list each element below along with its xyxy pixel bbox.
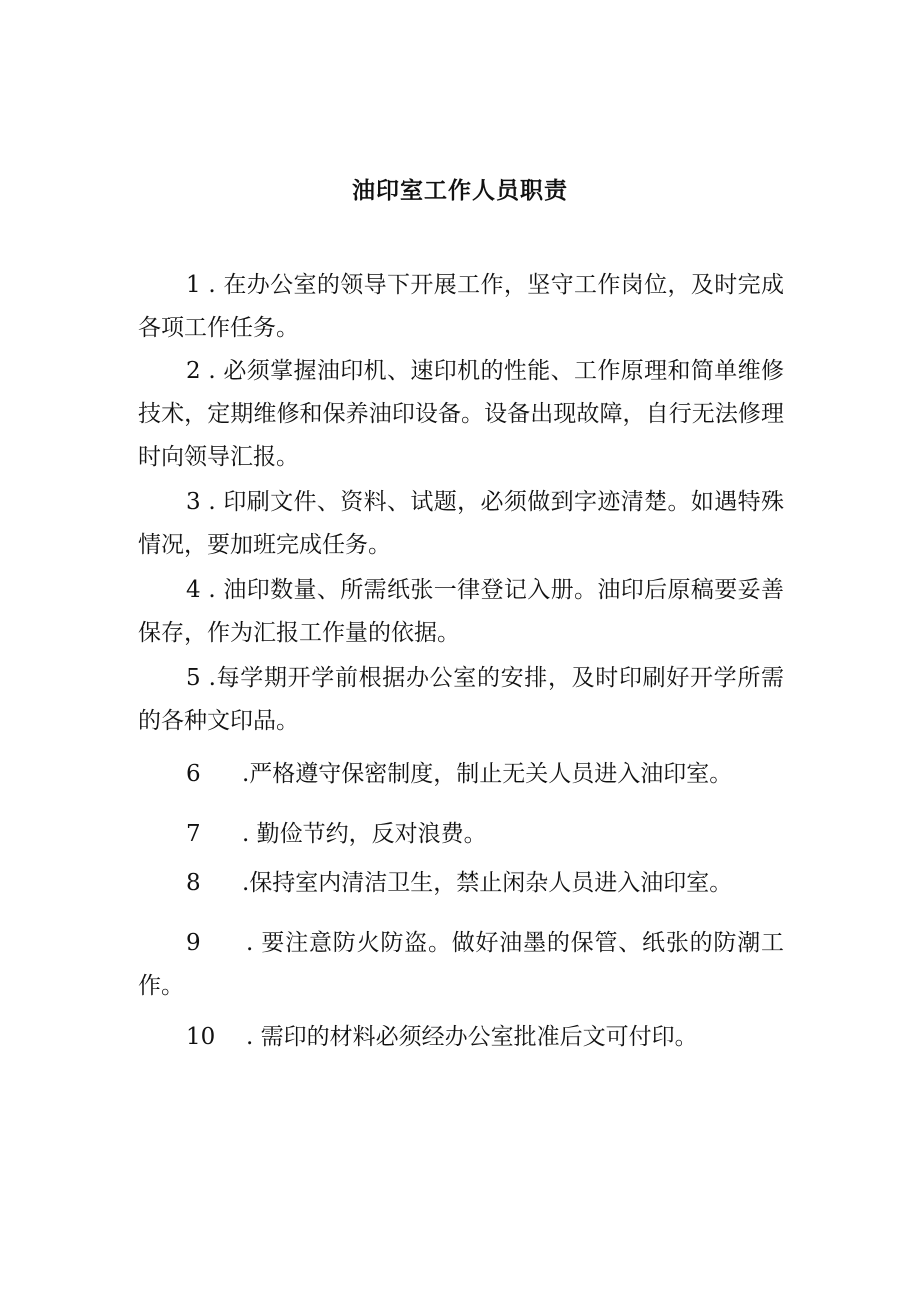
item-number: 7: [186, 821, 201, 847]
item-text: .保持室内清洁卫生，禁止闲杂人员进入油印室。: [242, 870, 733, 896]
list-item: [138, 264, 784, 350]
item-number: 1: [186, 272, 201, 298]
item-number: 8: [186, 870, 201, 896]
item-text: . 需印的材料必须经办公室批准后文可付印。: [246, 1024, 698, 1050]
list-item: [138, 922, 784, 1008]
item-number: 5: [186, 665, 201, 691]
list-item: [138, 657, 784, 743]
list-item: [138, 813, 784, 856]
item-text: .严格遵守保密制度，制止无关人员进入油印室。: [242, 761, 733, 787]
item-text: .每学期开学前根据办公室的安排，及时印刷好开学所需的各种文印品。: [138, 665, 784, 734]
list-item: [138, 862, 784, 905]
item-number: 4: [186, 577, 201, 603]
item-text: . 在办公室的领导下开展工作，坚守工作岗位，及时完成各项工作任务。: [138, 272, 784, 341]
item-number: 2: [186, 358, 201, 384]
list-item: [138, 1016, 784, 1059]
list-item: [138, 753, 784, 796]
item-number: 9: [186, 930, 201, 956]
item-text: . 印刷文件、资料、试题，必须做到字迹清楚。如遇特殊情况，要加班完成任务。: [138, 489, 784, 558]
list-item: [138, 569, 784, 655]
item-text: . 勤俭节约，反对浪费。: [242, 821, 487, 847]
item-number: 6: [186, 761, 201, 787]
item-number: 3: [186, 489, 201, 515]
item-text: . 必须掌握油印机、速印机的性能、工作原理和简单维修技术，定期维修和保养油印设备。设备出现故障，自行无法修理时向领导汇报。: [138, 358, 784, 470]
page-title: 油印室工作人员职责: [352, 178, 568, 204]
item-text: . 要注意防火防盗。做好油墨的保管、纸张的防潮工作。: [138, 930, 784, 999]
item-number: 10: [186, 1024, 216, 1050]
list-item: [138, 350, 784, 479]
item-text: . 油印数量、所需纸张一律登记入册。油印后原稿要妥善保存，作为汇报工作量的依据。: [138, 577, 784, 646]
list-item: [138, 481, 784, 567]
